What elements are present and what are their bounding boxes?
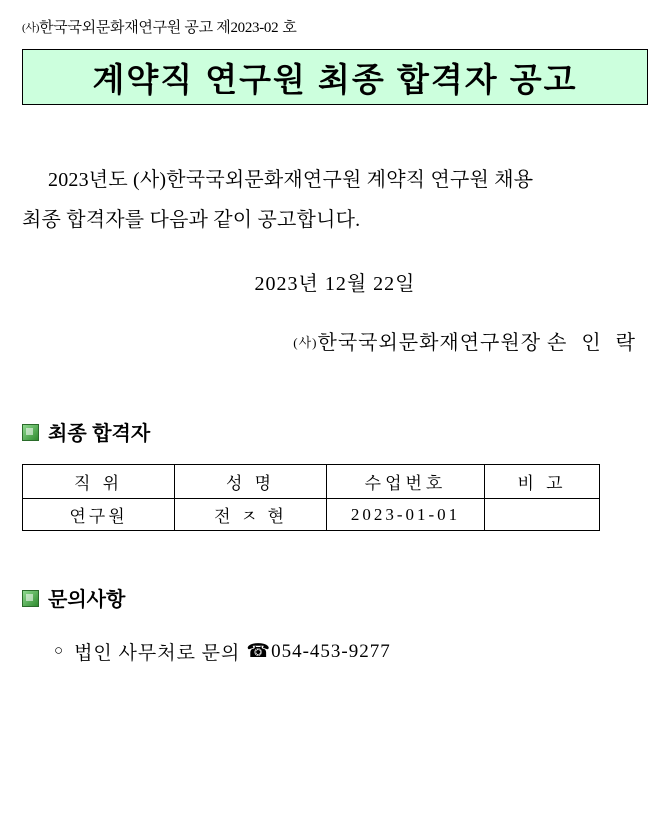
green-square-bullet-icon [22, 590, 39, 607]
intro-line-1: 2023년도 (사)한국국외문화재연구원 계약직 연구원 채용 [48, 169, 534, 191]
cell-position: 연구원 [23, 499, 175, 531]
table-header-position: 직 위 [23, 465, 175, 499]
contact-line [54, 638, 648, 665]
final-passers-table [22, 464, 600, 531]
page-title: 계약직 연구원 최종 합격자 공고 [92, 60, 578, 98]
intro-paragraph [22, 161, 648, 239]
notice-number-line [22, 0, 648, 37]
circle-bullet-icon: ○ [54, 643, 65, 659]
green-square-bullet-icon [22, 424, 39, 441]
cell-name: 전 ㅈ 현 [175, 499, 327, 531]
table-row [23, 499, 600, 531]
notice-number-label: 한국국외문화재연구원 공고 제 [39, 20, 231, 36]
notice-number-value: 2023-02 [230, 20, 279, 36]
announcement-date: 2023년 12월 22일 [254, 273, 416, 295]
notice-number-prefix: (사) [22, 22, 40, 34]
contact-phone-number: 054-453-9277 [271, 640, 391, 662]
org-name: 한국국외문화재연구원장 [317, 332, 542, 354]
intro-line-2: 최종 합격자를 다음과 같이 공고합니다. [22, 209, 361, 231]
table-header-number: 수업번호 [327, 465, 485, 499]
org-head-name: 손 인 락 [547, 332, 640, 354]
notice-number-suffix: 호 [282, 20, 297, 36]
table-header-row [23, 465, 600, 499]
contact-text: 법인 사무처로 문의 [74, 643, 241, 664]
table-header-name: 성 명 [175, 465, 327, 499]
cell-remarks [485, 499, 600, 531]
cell-number: 2023-01-01 [327, 499, 485, 531]
section-title-final-passers: 최종 합격자 [48, 423, 151, 445]
document-title-banner [22, 49, 648, 105]
section-title-inquiries: 문의사항 [48, 589, 126, 611]
telephone-icon: ☎ [246, 641, 272, 662]
section-final-passers [22, 417, 648, 446]
issuing-organization [22, 326, 648, 355]
table-header-remarks: 비 고 [485, 465, 600, 499]
org-prefix: (사) [293, 335, 318, 350]
section-inquiries [22, 583, 648, 612]
